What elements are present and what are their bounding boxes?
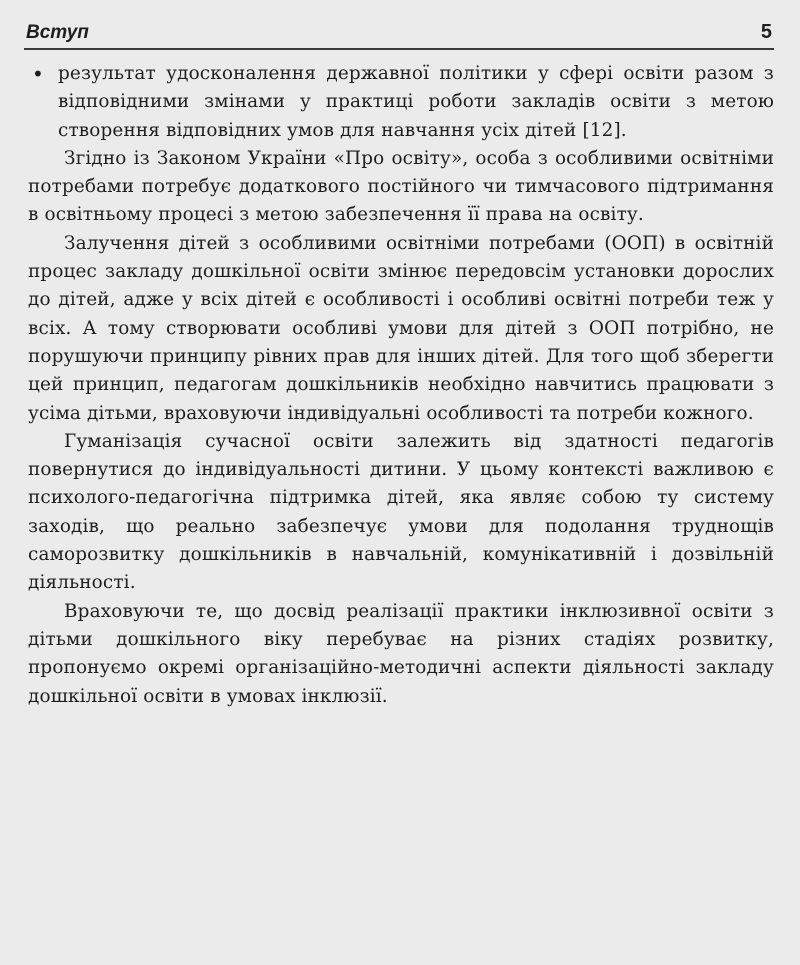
bullet-icon: •: [32, 62, 44, 86]
paragraph-humanization: Гуманізація сучасної освіти залежить від здатності педагогів повернутися до індивідуальності дитини. У цьому контексті важливою є психолого-педагогічна підтримка дітей, яка являє собою ту систему заходів, що реально забезпечує умови для подолання труднощів саморозвитку дошкільників в навчальній, комунікативній і дозвільній діяльності.: [28, 430, 774, 594]
paragraph-law-on-education: Згідно із Законом України «Про освіту», особа з особливими освітніми потребами потребує додаткового постійного чи тимчасового підтримання в освітньому процесі з метою забезпечення її права на освіту.: [28, 147, 774, 226]
bullet-list-item: [28, 60, 774, 145]
paragraph-proposed-aspects: Враховуючи те, що досвід реалізації практики інклюзивної освіти з дітьми дошкільного віку перебуває на різних стадіях розвитку, пропонуємо окремі організаційно-методичні аспекти діяльності закладу дошкільної освіти в умовах інклюзії.: [28, 600, 774, 707]
running-header: [24, 18, 774, 50]
paragraph-inclusion-of-children: Залучення дітей з особливими освітніми потребами (ООП) в освітній процес закладу дошкільної освіти змінює передовсім установки дорослих до дітей, адже у всіх дітей є особливості і особливі освітні потреби теж у всіх. А тому створювати особливі умови для дітей з ООП потрібно, не порушуючи принципу рівних прав для інших дітей. Для того щоб зберегти цей принцип, педагогам дошкільників необхідно навчитись працювати з усіма дітьми, враховуючи індивідуальні особливості та потреби кожного.: [28, 232, 774, 424]
page-number: 5: [760, 21, 772, 43]
body-text: [28, 60, 774, 711]
section-title: Вступ: [26, 22, 89, 43]
bullet-text: результат удосконалення державної політики у сфері освіти разом з відповідними змінами у практиці роботи закладів освіти з метою створення відповідних умов для навчання усіх дітей [12].: [58, 63, 774, 141]
